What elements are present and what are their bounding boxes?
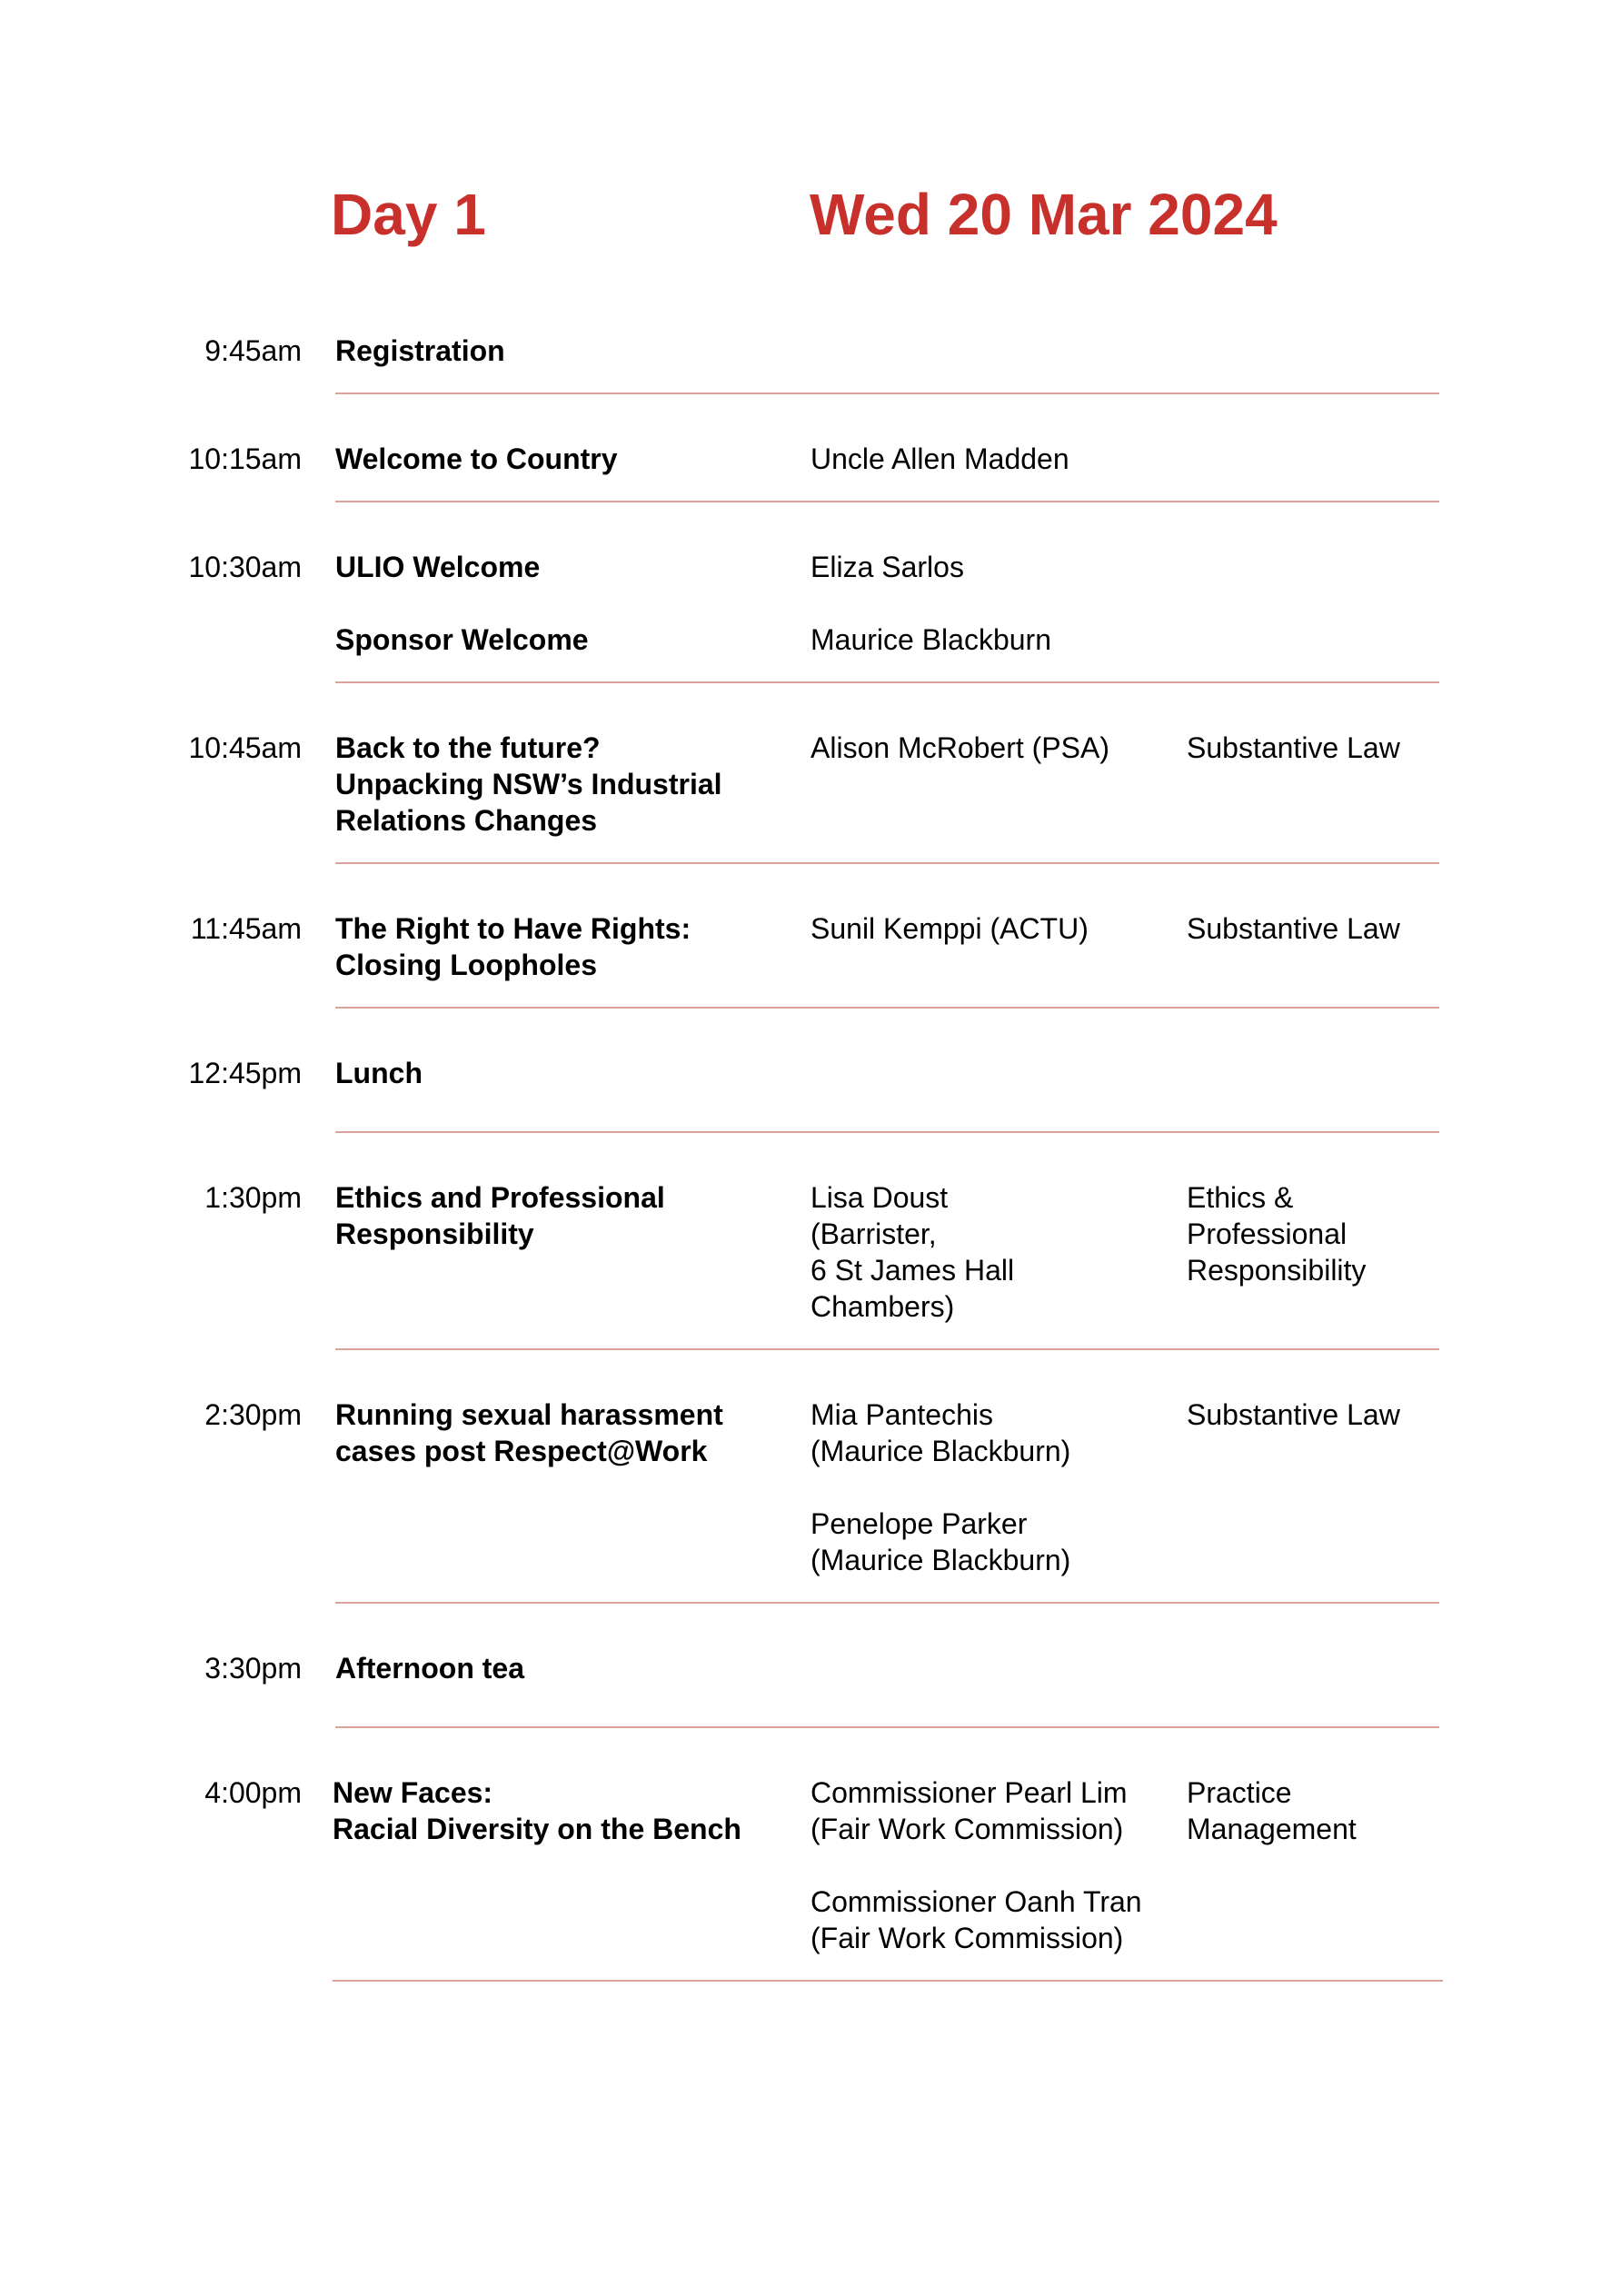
session-speakers [810, 621, 1187, 658]
session-slot [335, 730, 1439, 839]
schedule [0, 320, 1621, 1982]
session-speakers [810, 730, 1187, 766]
session-time: 4:00pm [204, 1776, 302, 1809]
session-time: 9:45am [204, 334, 302, 367]
session-title: New Faces: Racial Diversity on the Bench [333, 1776, 741, 1845]
speaker-name: Maurice Blackburn [810, 623, 1051, 656]
session-title: Back to the future? Unpacking NSW’s Industrial Relations Changes [335, 731, 722, 837]
speaker-name: Mia Pantechis (Maurice Blackburn) [810, 1398, 1071, 1467]
schedule-row [204, 1384, 1439, 1604]
speaker-name: Lisa Doust (Barrister, 6 St James Hall Chambers) [810, 1181, 1015, 1323]
session-slot [335, 1650, 1439, 1686]
session-speakers [810, 1396, 1187, 1578]
session-slot [335, 441, 1439, 477]
session-slot [335, 1179, 1439, 1325]
session-slot [335, 621, 1439, 658]
session-title: ULIO Welcome [335, 551, 541, 583]
session-slot [335, 1055, 1439, 1091]
session-speakers [810, 1774, 1187, 1956]
session-time: 10:30am [188, 551, 302, 583]
session-title: Lunch [335, 1057, 423, 1089]
session-category: Ethics & Professional Responsibility [1187, 1181, 1367, 1287]
session-time: 10:15am [188, 442, 302, 475]
session-time: 11:45am [190, 912, 302, 945]
session-slot [333, 1774, 1443, 1956]
session-slot [335, 1396, 1439, 1578]
day-heading: Day 1 [331, 182, 486, 247]
session-speakers [810, 441, 1187, 477]
session-time: 1:30pm [204, 1181, 302, 1214]
schedule-row [188, 717, 1439, 864]
schedule-row [188, 1042, 1439, 1133]
session-category: Substantive Law [1187, 731, 1400, 764]
schedule-row [188, 428, 1439, 502]
schedule-row [188, 536, 1439, 683]
session-title: Ethics and Professional Responsibility [335, 1181, 665, 1250]
date-heading: Wed 20 Mar 2024 [810, 182, 1278, 247]
session-time: 2:30pm [204, 1398, 302, 1431]
schedule-row [204, 1762, 1443, 1982]
session-slot [335, 333, 1439, 369]
speaker-name: Commissioner Oanh Tran (Fair Work Commission) [810, 1885, 1142, 1954]
speaker-name: Eliza Sarlos [810, 551, 964, 583]
session-title: Welcome to Country [335, 442, 618, 475]
session-title: Sponsor Welcome [335, 623, 589, 656]
session-speakers [810, 1179, 1187, 1325]
session-speakers [810, 910, 1187, 947]
session-title: Registration [335, 334, 505, 367]
session-speakers [810, 549, 1187, 585]
session-time: 10:45am [188, 731, 302, 764]
session-slot [335, 910, 1439, 983]
speaker-name: Penelope Parker (Maurice Blackburn) [810, 1507, 1071, 1576]
speaker-name: Sunil Kemppi (ACTU) [810, 912, 1089, 945]
session-title: Running sexual harassment cases post Respect@Work [335, 1398, 723, 1467]
session-category: Practice Management [1187, 1776, 1357, 1845]
speaker-name: Uncle Allen Madden [810, 442, 1069, 475]
speaker-name: Commissioner Pearl Lim (Fair Work Commission) [810, 1776, 1128, 1845]
session-slot [335, 549, 1439, 585]
session-title: Afternoon tea [335, 1652, 524, 1685]
session-title: The Right to Have Rights: Closing Loopholes [335, 912, 691, 981]
session-category: Substantive Law [1187, 1398, 1400, 1431]
speaker-name: Alison McRobert (PSA) [810, 731, 1109, 764]
schedule-row [190, 898, 1439, 1009]
session-time: 3:30pm [204, 1652, 302, 1685]
schedule-row [204, 1167, 1439, 1350]
session-category: Substantive Law [1187, 912, 1400, 945]
session-time: 12:45pm [188, 1057, 302, 1089]
schedule-row [204, 1637, 1439, 1728]
schedule-row [204, 320, 1439, 394]
